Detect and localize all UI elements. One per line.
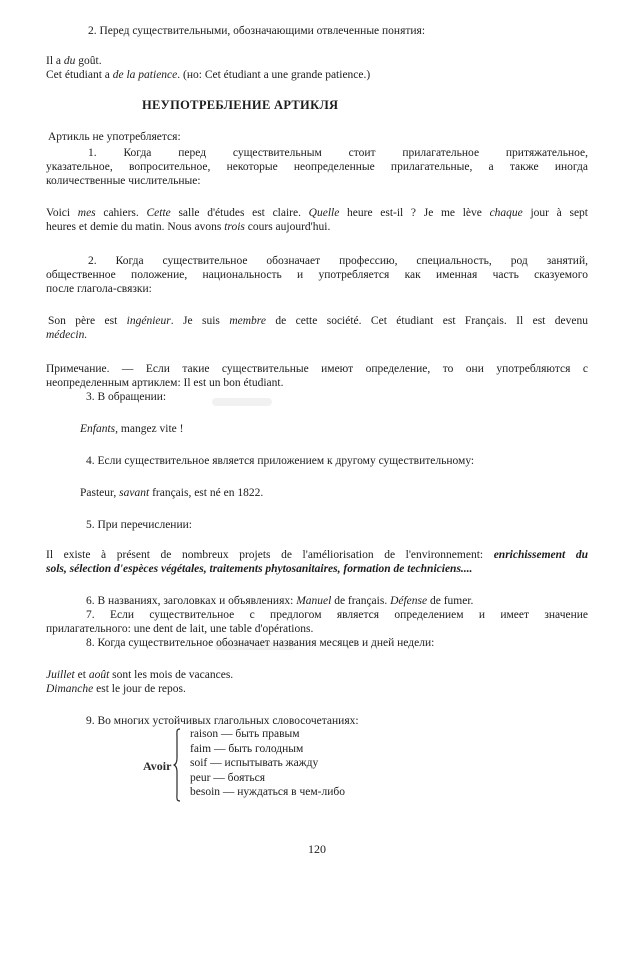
text: heures et demie du matin. Nous avons — [46, 221, 225, 233]
text: mangez vite ! — [118, 423, 184, 435]
text: trois — [224, 221, 245, 233]
text: Cet étudiant a — [46, 69, 113, 81]
scan-smudge — [212, 398, 272, 406]
text: cours aujourd'hui. — [244, 221, 331, 233]
example-line — [46, 548, 588, 563]
text: ingénieur — [126, 315, 171, 327]
text: Pasteur, — [80, 487, 120, 499]
text: et — [74, 669, 89, 681]
example-line — [80, 486, 263, 501]
rule-1-line: количественные числительные: — [46, 175, 201, 187]
text: goût. — [75, 55, 102, 67]
text: cahiers. — [95, 207, 147, 219]
rule-7-line: 7. Если существительное с предлогом является определением и имеет значение — [86, 609, 588, 621]
text: Quelle — [308, 207, 340, 219]
text: Il a — [46, 55, 64, 67]
text: 6. В названиях, заголовках и объявлениях: — [86, 595, 297, 607]
example-line — [46, 206, 588, 221]
text: sont les mois de vacances. — [109, 669, 234, 681]
text: . (но: Cet étudiant a une grande patience.) — [177, 69, 371, 81]
section-title: НЕУПОТРЕБЛЕНИЕ АРТИКЛЯ — [142, 98, 339, 112]
example-line — [46, 682, 186, 697]
text: français, est né en 1822. — [149, 487, 264, 499]
rule-2-line: 2. Когда существительное обозначает профессию, специальность, род занятий, — [88, 255, 588, 267]
note-line: неопределенным артиклем: Il est un bon étudiant. — [46, 377, 284, 389]
text: mes — [77, 207, 96, 219]
text: Enfants, — [80, 423, 119, 435]
section-2-heading: 2. Перед существительными, обозначающими отвлеченные понятия: — [88, 25, 426, 37]
text: Son père est — [48, 315, 127, 327]
text: membre — [229, 315, 266, 327]
text: août — [88, 669, 110, 681]
rule-2-line: после глагола-связки: — [46, 283, 152, 295]
rule-5-heading: 5. При перечислении: — [86, 519, 192, 531]
example-line — [46, 328, 87, 343]
list-item: soif — испытывать жажду — [190, 757, 319, 769]
example-line — [46, 68, 370, 83]
example-line — [46, 54, 102, 69]
text: Voici — [46, 207, 78, 219]
text: heure est-il ? Je me lève — [339, 207, 490, 219]
text: jour à sept — [522, 207, 588, 219]
text: Cette — [146, 207, 171, 219]
rule-9-heading: 9. Во многих устойчивых глагольных словосочетаниях: — [86, 715, 359, 727]
rule-6-line — [86, 594, 473, 609]
curly-brace-icon — [173, 728, 181, 802]
rule-2-line: общественное положение, национальность и употребляется как именная часть сказуемого — [46, 269, 588, 281]
text: Dimanche — [46, 683, 94, 695]
text: salle d'études est claire. — [170, 207, 309, 219]
text: de cette société. Cet étudiant est Français. Il est devenu — [265, 315, 588, 327]
text: Juillet — [46, 669, 75, 681]
rule-1-line: указательное, вопросительное, некоторые неопределенные прилагательные, а также иногда — [46, 161, 588, 173]
text: savant — [119, 487, 150, 499]
text: de la patience — [112, 69, 178, 81]
list-item: raison — быть правым — [190, 728, 300, 740]
intro-text: Артикль не употребляется: — [48, 131, 181, 143]
text: Il existe à présent de nombreux projets de l'améliorisation de l'environnement: — [46, 549, 494, 561]
avoir-expressions-list — [190, 727, 345, 800]
example-line — [46, 562, 472, 577]
note-line: Примечание. — Если такие существительные имеют определение, то они употребляются с — [46, 363, 588, 375]
page-number: 120 — [308, 842, 326, 856]
text: sols, sélection d'espèces végétales, traitements phytosanitaires, formation de techniciens.... — [46, 563, 473, 575]
text: Manuel — [296, 595, 332, 607]
rule-4-heading: 4. Если существительное является приложением к другому существительному: — [86, 455, 475, 467]
text: médecin. — [46, 329, 88, 341]
text: est le jour de repos. — [93, 683, 186, 695]
example-line — [46, 220, 330, 235]
example-line — [48, 314, 588, 329]
text: enrichissement du — [493, 549, 588, 561]
text: chaque — [489, 207, 523, 219]
list-item: peur — бояться — [190, 771, 266, 784]
example-line — [46, 668, 233, 683]
rule-1-line: 1. Когда перед существительным стоит прилагательное притяжательное, — [88, 147, 588, 159]
example-line — [80, 422, 183, 437]
text: Défense — [390, 595, 428, 607]
list-item: besoin — нуждаться в чем-либо — [190, 786, 345, 798]
rule-8-heading: 8. Когда существительное обозначает названия месяцев и дней недели: — [86, 637, 435, 649]
list-item: faim — быть голодным — [190, 742, 304, 755]
text: de fumer. — [427, 595, 474, 607]
rule-7-line: прилагательного: une dent de lait, une table d'opérations. — [46, 623, 314, 635]
rule-3-heading: 3. В обращении: — [86, 391, 167, 403]
avoir-label: Avoir — [143, 759, 172, 773]
text: . Je suis — [170, 315, 230, 327]
text: de français. — [331, 595, 391, 607]
text: du — [63, 55, 76, 67]
